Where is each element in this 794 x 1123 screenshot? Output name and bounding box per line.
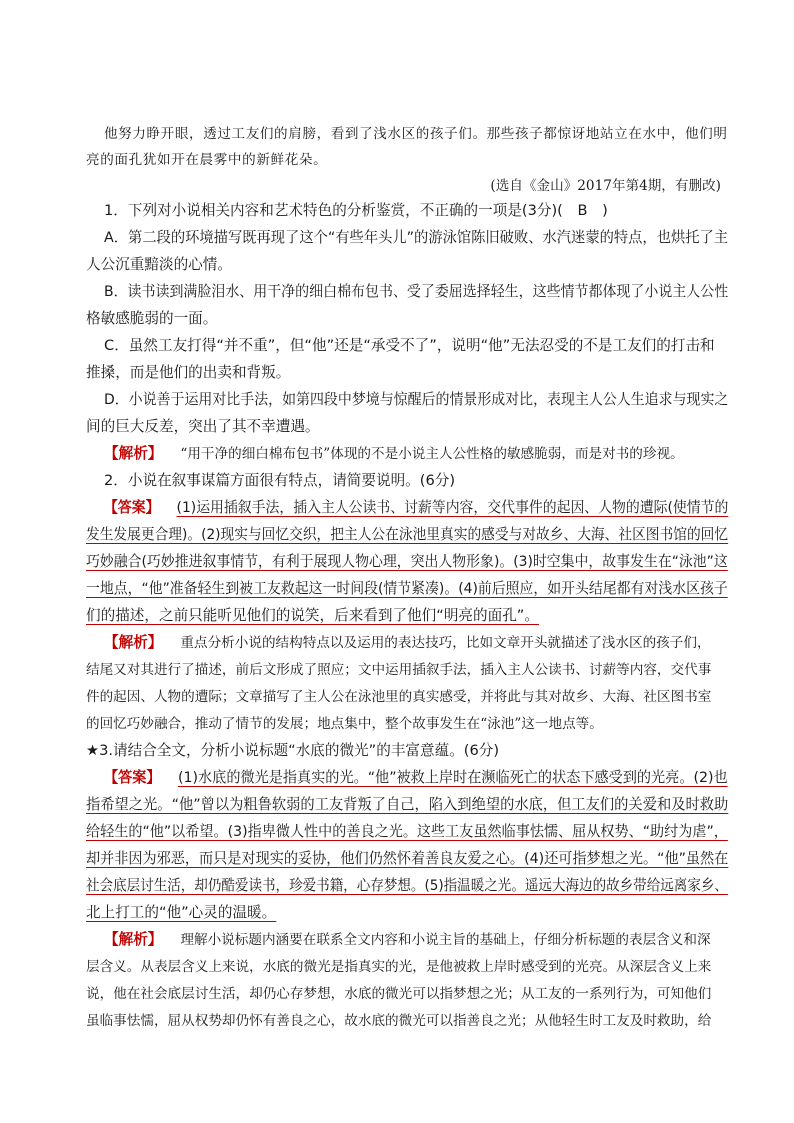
q3-analysis-line-3: 说，他在社会底层讨生活，却仍心存梦想，水底的微光可以指梦想之光；从工友的一系列行为，可知他们 xyxy=(86,986,712,1002)
q2-analysis-label: 【解析】 xyxy=(104,634,163,651)
q2-analysis-line-2: 结尾又对其进行了描述，前后文形成了照应；文中运用插叙手法，插入主人公读书、讨薪等内容，交代事 xyxy=(86,662,712,678)
q2-answer-line-1 xyxy=(104,498,728,518)
q3-answer-line-5: 社会底层讨生活，却仍酷爱读书，珍爱书籍，心存梦想。(5)指温暖之光。遥远大海边的故乡带给远离家乡、 xyxy=(86,877,728,894)
q3-answer-line-1 xyxy=(104,768,728,788)
q2-answer-line-3: 巧妙融合(巧妙推进叙事情节，有利于展现人物心理，突出人物形象)。(3)时空集中，故事发生在“泳池”这 xyxy=(86,553,728,570)
q3-analysis-text-1: 理解小说标题内涵要在联系全文内容和小说主旨的基础上，仔细分析标题的表层含义和深 xyxy=(180,932,711,948)
q1-option-a-line-1: A．第二段的环境描写既再现了这个“有些年头儿”的游泳馆陈旧破败、水汽迷蒙的特点，也烘托了主 xyxy=(104,229,729,246)
q1-analysis-label: 【解析】 xyxy=(104,445,163,462)
q2-answer-text-1: (1)运用插叙手法，插入主人公读书、讨薪等内容，交代事件的起因、人物的遭际(使情节的 xyxy=(176,499,729,516)
q1-option-a-line-2: 人公沉重黯淡的心情。 xyxy=(86,256,232,273)
q3-answer-line-2: 指希望之光。“他”曾以为粗鲁软弱的工友背叛了自己，陷入到绝望的水底，但工友们的关爱和及时救助 xyxy=(86,796,729,813)
q1-option-b-line-1: B．读书读到满脸泪水、用干净的细白棉布包书、受了委屈选择轻生，这些情节都体现了小说主人公性 xyxy=(104,283,729,300)
q1-stem: 1．下列对小说相关内容和艺术特色的分析鉴赏，不正确的一项是(3分)( B ) xyxy=(104,202,608,219)
q2-answer-label: 【答案】 xyxy=(104,499,160,516)
q3-answer-label: 【答案】 xyxy=(104,769,161,786)
q2-analysis-line-1 xyxy=(104,633,711,653)
q1-analysis xyxy=(104,444,684,464)
q2-answer-line-5: 们的描述，之前只能听见他们的说笑，后来看到了他们“明亮的面孔”。 xyxy=(86,607,539,624)
q2-stem: 2．小说在叙事谋篇方面很有特点，请简要说明。(6分) xyxy=(104,472,456,489)
q2-answer-line-4: 一地点，“他”准备轻生到被工友救起这一时间段(情节紧凑)。(4)前后照应，如开头结尾都有对浅水区孩子 xyxy=(86,580,728,597)
q3-answer-line-4: 却并非因为邪恶，而只是对现实的妥协，他们仍然怀着善良友爱之心。(4)还可指梦想之光。“他”虽然在 xyxy=(86,850,729,867)
q3-analysis-label: 【解析】 xyxy=(104,931,163,948)
q1-option-b-line-2: 格敏感脆弱的一面。 xyxy=(86,310,218,327)
passage-line-2: 亮的面孔犹如开在晨雾中的新鲜花朵。 xyxy=(86,152,328,168)
q2-analysis-line-3: 件的起因、人物的遭际；文章描写了主人公在泳池里的真实感受，并将此与其对故乡、大海、社区图书室 xyxy=(86,689,712,705)
passage-source: (选自《金山》2017年第4期，有删改) xyxy=(490,178,721,194)
q1-option-d-line-2: 间的巨大反差，突出了其不幸遭遇。 xyxy=(86,418,320,435)
q1-analysis-text: “用干净的细白棉布包书”体现的不是小说主人公性格的敏感脆弱，而是对书的珍视。 xyxy=(180,446,684,462)
q1-option-d-line-1: D．小说善于运用对比手法，如第四段中梦境与惊醒后的情景形成对比，表现主人公人生追求与现实之 xyxy=(104,391,729,408)
q2-analysis-text-1: 重点分析小说的结构特点以及运用的表达技巧，比如文章开头就描述了浅水区的孩子们， xyxy=(180,635,711,651)
passage-line-1: 他努力睁开眼，透过工友们的肩膀，看到了浅水区的孩子们。那些孩子都惊讶地站立在水中，他们明 xyxy=(104,126,728,142)
q3-stem: ★3.请结合全文，分析小说标题“水底的微光”的丰富意蕴。(6分) xyxy=(86,742,500,759)
q1-option-c-line-1: C．虽然工友打得“并不重”，但“他”还是“承受不了”，说明“他”无法忍受的不是工友们的打击和 xyxy=(104,337,715,354)
q3-answer-text-1: (1)水底的微光是指真实的光。“他”被救上岸时在濒临死亡的状态下感受到的光亮。(2)也 xyxy=(178,769,728,786)
q1-option-c-line-2: 推搡，而是他们的出卖和背叛。 xyxy=(86,364,291,381)
q3-analysis-line-4: 虽临事怯懦，屈从权势却仍怀有善良之心，故水底的微光可以指善良之光；从他轻生时工友及时救助，给 xyxy=(86,1013,712,1029)
q3-answer-line-6: 北上打工的“他”心灵的温暖。 xyxy=(86,904,277,921)
q3-answer-line-3: 给轻生的“他”以希望。(3)指卑微人性中的善良之光。这些工友虽然临事怯懦、屈从权势、“助纣为虐”， xyxy=(86,823,728,840)
q3-analysis-line-2: 层含义。从表层含义上来说，水底的微光是指真实的光，是他被救上岸时感受到的光亮。从深层含义上来 xyxy=(86,959,712,975)
q2-answer-line-2: 发生发展更合理)。(2)现实与回忆交织，把主人公在泳池里真实的感受与对故乡、大海、社区图书馆的回忆 xyxy=(86,526,729,543)
q2-analysis-line-4: 的回忆巧妙融合，推动了情节的发展；地点集中，整个故事发生在“泳池”这一地点等。 xyxy=(86,716,603,732)
q3-analysis-line-1 xyxy=(104,930,711,950)
